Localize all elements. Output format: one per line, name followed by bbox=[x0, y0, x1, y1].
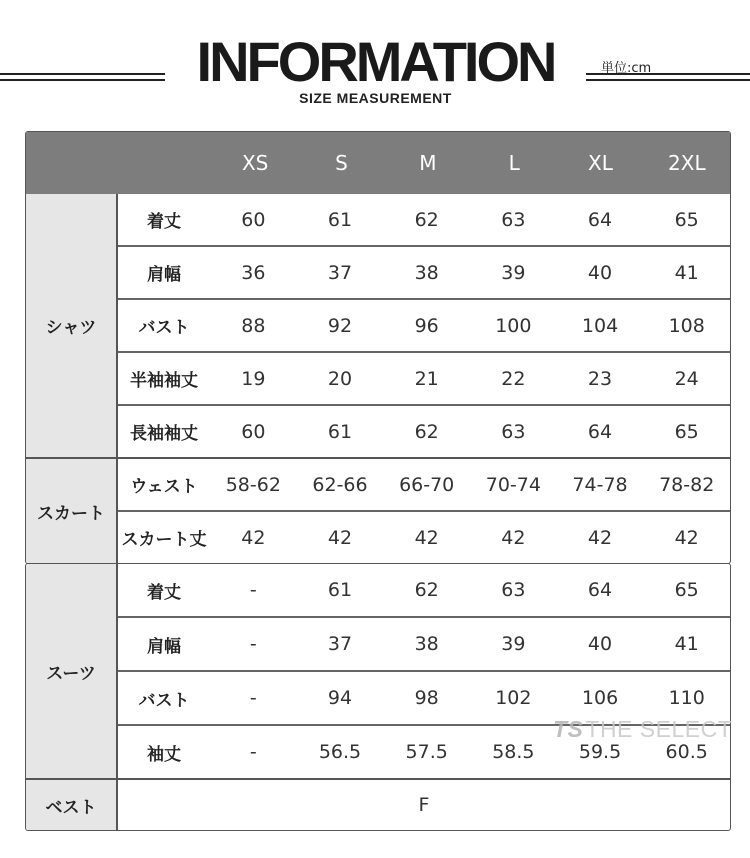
section-rows bbox=[118, 564, 733, 778]
section-0 bbox=[26, 564, 733, 780]
vest-rows bbox=[118, 780, 730, 830]
size-header-2xl: 2XL bbox=[668, 151, 706, 175]
size-value-cell: 62 bbox=[414, 420, 439, 443]
section-0 bbox=[26, 194, 730, 459]
size-value-cell: 42 bbox=[241, 526, 266, 549]
table-row bbox=[118, 247, 730, 300]
size-header-row bbox=[26, 132, 730, 194]
section-1 bbox=[26, 459, 730, 563]
size-value-cell: 60 bbox=[241, 420, 266, 443]
size-value-cell: 65 bbox=[674, 420, 699, 443]
size-value-cell: 78-82 bbox=[659, 473, 715, 496]
size-value-cell: 24 bbox=[674, 367, 699, 390]
size-value-cell: 94 bbox=[327, 687, 353, 709]
header-rule-right-bottom bbox=[586, 79, 750, 81]
row-label: 肩幅 bbox=[147, 636, 181, 657]
table-row bbox=[118, 300, 730, 353]
size-value-cell: 20 bbox=[327, 367, 353, 390]
size-table-shirt-skirt bbox=[25, 131, 731, 564]
size-value-cell: 64 bbox=[587, 579, 613, 601]
size-value-cell: 42 bbox=[501, 526, 526, 549]
table-row bbox=[118, 459, 730, 512]
size-value-cell: 66-70 bbox=[399, 473, 455, 496]
row-label: 袖丈 bbox=[147, 744, 181, 765]
size-value-cell: - bbox=[249, 633, 257, 655]
size-value-cell: 74-78 bbox=[572, 473, 628, 496]
size-value-cell: 60 bbox=[241, 208, 266, 231]
size-value-cell: 39 bbox=[501, 633, 526, 655]
size-value-cell: 88 bbox=[241, 314, 266, 337]
page-title: INFORMATION bbox=[196, 30, 555, 93]
size-value-cell: 57.5 bbox=[405, 741, 448, 763]
header-rule-left-top bbox=[0, 73, 165, 75]
size-value-cell: 92 bbox=[327, 314, 353, 337]
size-value-cell: 60.5 bbox=[665, 741, 708, 763]
size-value-cell: 64 bbox=[587, 208, 613, 231]
size-value-cell: 36 bbox=[241, 261, 266, 284]
size-value-cell: 58-62 bbox=[225, 473, 281, 496]
size-value-cell: 61 bbox=[327, 579, 353, 601]
size-value-cell: 42 bbox=[414, 526, 439, 549]
row-label: バスト bbox=[138, 690, 190, 711]
size-value-cell: 42 bbox=[587, 526, 613, 549]
size-value-cell: 41 bbox=[674, 261, 699, 284]
size-value-cell: 108 bbox=[668, 314, 705, 337]
size-value-cell: 38 bbox=[414, 633, 439, 655]
size-value-cell: - bbox=[249, 741, 257, 763]
size-value-cell: 61 bbox=[327, 420, 353, 443]
size-value-cell: 21 bbox=[414, 367, 439, 390]
unit-label: 単位:cm bbox=[601, 61, 652, 76]
size-value-cell: 23 bbox=[587, 367, 613, 390]
header-blank-cell bbox=[118, 132, 212, 194]
size-value-cell: 42 bbox=[327, 526, 353, 549]
size-value-cell: 100 bbox=[495, 314, 532, 337]
size-value-cell: 104 bbox=[581, 314, 619, 337]
size-value-cell: 38 bbox=[414, 261, 439, 284]
table-row bbox=[118, 353, 730, 406]
size-value-cell: 22 bbox=[501, 367, 526, 390]
row-label: バスト bbox=[138, 318, 190, 338]
page-subtitle: SIZE MEASUREMENT bbox=[299, 90, 452, 106]
size-value-cell: - bbox=[249, 687, 257, 709]
row-label: スカート丈 bbox=[121, 530, 207, 550]
watermark-mark: TS bbox=[553, 716, 584, 742]
watermark-logo bbox=[553, 716, 732, 743]
row-label: 肩幅 bbox=[147, 265, 181, 285]
size-value-cell: 42 bbox=[674, 526, 699, 549]
table-row bbox=[118, 406, 730, 457]
table-row bbox=[118, 780, 730, 830]
size-value-cell: 65 bbox=[674, 208, 699, 231]
size-table-suit-vest bbox=[25, 563, 731, 831]
size-value-cell: 19 bbox=[241, 367, 266, 390]
size-header-xl: XL bbox=[588, 151, 613, 175]
header-rule-left-bottom bbox=[0, 79, 165, 81]
size-value-cell: 40 bbox=[587, 261, 613, 284]
vest-value-cell: F bbox=[418, 794, 430, 816]
size-value-cell: 59.5 bbox=[578, 741, 622, 763]
size-value-cell: 106 bbox=[581, 687, 619, 709]
size-header-l: L bbox=[508, 151, 520, 175]
size-value-cell: 63 bbox=[501, 420, 526, 443]
category-label: シャツ bbox=[26, 194, 118, 457]
size-value-cell: 64 bbox=[587, 420, 613, 443]
watermark-text: THE SELECT bbox=[585, 716, 733, 742]
size-value-cell: 37 bbox=[327, 261, 353, 284]
table-row bbox=[118, 194, 730, 247]
table-row bbox=[118, 618, 730, 672]
size-value-cell: 40 bbox=[587, 633, 613, 655]
row-label: 着丈 bbox=[147, 582, 181, 603]
size-value-cell: 96 bbox=[414, 314, 439, 337]
size-value-cell: 70-74 bbox=[485, 473, 541, 496]
table-row bbox=[118, 512, 730, 563]
size-value-cell: 56.5 bbox=[318, 741, 362, 763]
size-header-m: M bbox=[419, 151, 437, 175]
row-label: ウェスト bbox=[130, 477, 198, 497]
size-value-cell: 65 bbox=[674, 579, 699, 601]
size-value-cell: 41 bbox=[674, 633, 699, 655]
row-label: 半袖袖丈 bbox=[130, 371, 198, 391]
size-value-cell: 39 bbox=[501, 261, 526, 284]
size-value-cell: - bbox=[249, 579, 257, 601]
size-value-cell: 102 bbox=[495, 687, 532, 709]
size-value-cell: 62 bbox=[414, 208, 439, 231]
header-corner-cell bbox=[26, 132, 118, 194]
size-value-cell: 61 bbox=[327, 208, 353, 231]
size-value-cell: 58.5 bbox=[492, 741, 535, 763]
size-value-cell: 62 bbox=[414, 579, 439, 601]
table-row bbox=[118, 564, 730, 618]
size-header-s: S bbox=[335, 151, 348, 175]
section-rows bbox=[118, 194, 730, 457]
category-label: ベスト bbox=[26, 780, 118, 830]
section-rows bbox=[118, 459, 730, 563]
size-value-cell: 63 bbox=[501, 208, 526, 231]
size-value-cell: 62-66 bbox=[312, 473, 368, 496]
category-label: スーツ bbox=[26, 564, 118, 778]
size-value-cell: 63 bbox=[501, 579, 526, 601]
size-value-cell: 37 bbox=[327, 633, 353, 655]
size-header-xs: XS bbox=[241, 151, 269, 175]
size-value-cell: 98 bbox=[414, 687, 439, 709]
size-value-cell: 110 bbox=[668, 687, 705, 709]
row-label: 長袖袖丈 bbox=[130, 424, 198, 444]
row-label: 着丈 bbox=[147, 212, 181, 232]
vest-section bbox=[26, 780, 730, 830]
category-label: スカート bbox=[26, 459, 118, 563]
